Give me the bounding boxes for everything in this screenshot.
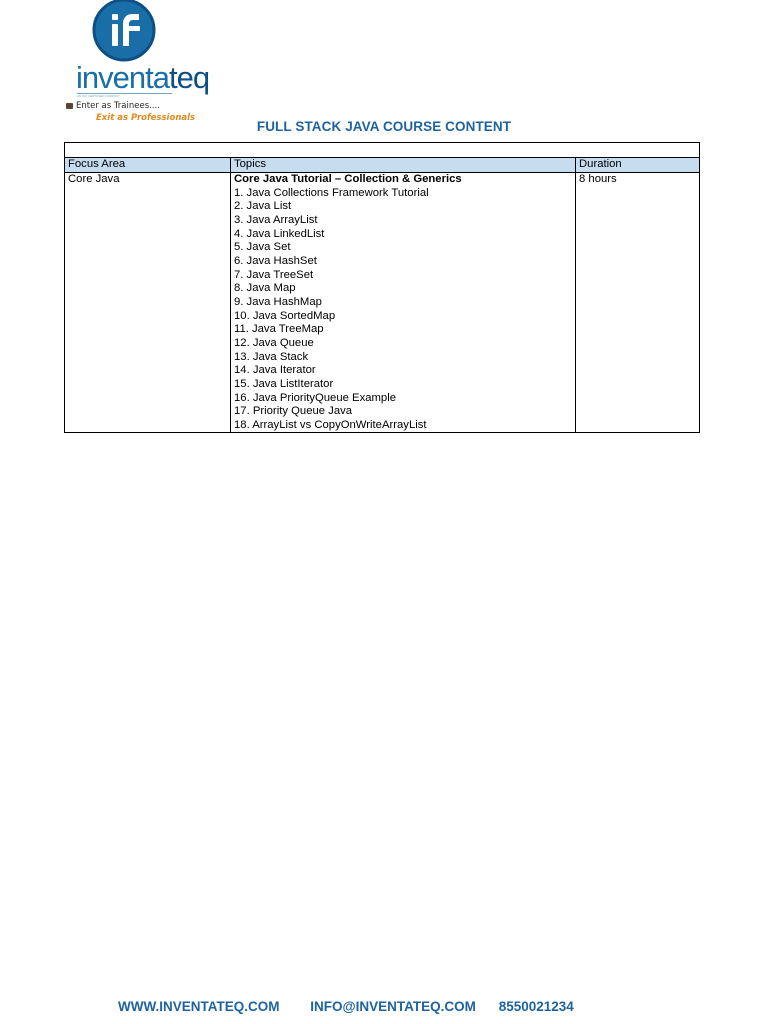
- topic-item: 18. ArrayList vs CopyOnWriteArrayList: [234, 418, 427, 431]
- course-content-table: [64, 142, 700, 433]
- tagline-enter-text: Enter as Trainees....: [76, 101, 160, 111]
- tagline-enter: [66, 101, 160, 111]
- spacer-cell: [65, 143, 700, 158]
- topic-item: 13. Java Stack: [234, 350, 309, 363]
- topics-cell: [231, 173, 576, 433]
- topic-heading: Core Java Tutorial – Collection & Generics: [234, 173, 462, 185]
- topic-item: 1. Java Collections Framework Tutorial: [234, 186, 429, 199]
- bullet-icon: [66, 103, 73, 109]
- topic-item: 15. Java ListIterator: [234, 377, 334, 390]
- topic-item: 8. Java Map: [234, 282, 296, 295]
- footer-contact: [118, 999, 574, 1014]
- header-focus-area: Focus Area: [65, 158, 231, 173]
- topic-item: 14. Java Iterator: [234, 364, 316, 377]
- page-title: FULL STACK JAVA COURSE CONTENT: [256, 119, 512, 134]
- table-row: [65, 173, 700, 433]
- website-link[interactable]: WWW.INVENTATEQ.COM: [118, 999, 280, 1014]
- tagline-exit: Exit as Professionals: [96, 113, 196, 123]
- topic-item: 5. Java Set: [234, 241, 291, 254]
- email-link[interactable]: INFO@INVENTATEQ.COM: [310, 999, 476, 1014]
- topic-item: 7. Java TreeSet: [234, 268, 314, 281]
- logo-certification-line: AN ISO CERTIFIED COMPANY: [77, 93, 172, 100]
- topic-item: 9. Java HashMap: [234, 295, 322, 308]
- topic-item: 2. Java List: [234, 200, 292, 213]
- table-spacer-row: [65, 143, 700, 158]
- topic-item: 16. Java PriorityQueue Example: [234, 391, 397, 404]
- topic-item: 17. Priority Queue Java: [234, 405, 353, 418]
- topic-item: 11. Java TreeMap: [234, 323, 324, 336]
- table-header-row: [65, 158, 700, 173]
- duration-cell: 8 hours: [576, 173, 700, 433]
- topic-item: 3. Java ArrayList: [234, 213, 318, 226]
- topic-item: 6. Java HashSet: [234, 254, 317, 267]
- focus-area-cell: Core Java: [65, 173, 231, 433]
- header-duration: Duration: [576, 158, 700, 173]
- topic-item: 4. Java LinkedList: [234, 227, 325, 240]
- topic-item: 12. Java Queue: [234, 336, 314, 349]
- header-topics: Topics: [231, 158, 576, 173]
- logo-wordmark: inventateq: [76, 60, 210, 95]
- topic-item: 10. Java SortedMap: [234, 309, 336, 322]
- company-logo: [40, 0, 212, 138]
- inventateq-logo-icon: [84, 0, 164, 64]
- phone-number: 8550021234: [498, 999, 574, 1014]
